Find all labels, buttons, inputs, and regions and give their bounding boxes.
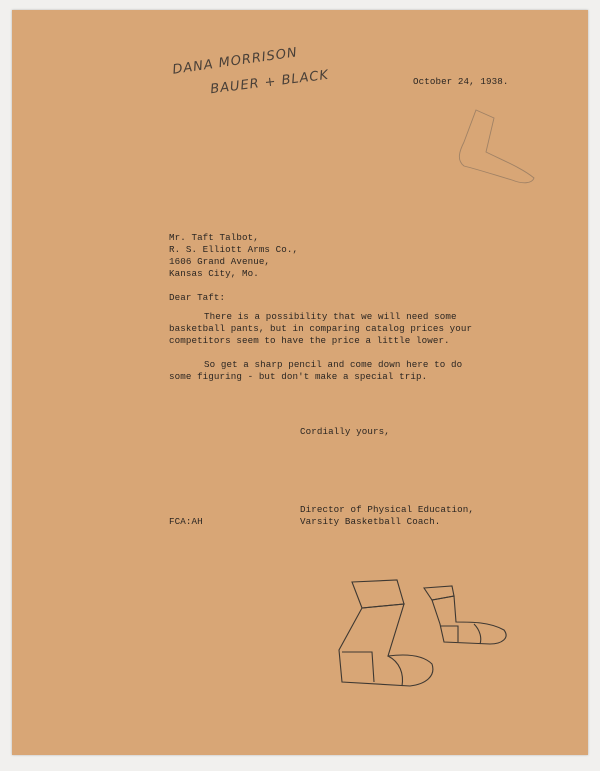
body-line: competitors seem to have the price a little lower. [169,335,450,346]
address-line: R. S. Elliott Arms Co., [169,244,299,255]
large-sock-sketch-icon [339,580,433,686]
closing: Cordially yours, [300,426,390,437]
sock-sketch-icon [459,110,534,183]
letter-date: October 24, 1938. [413,76,509,87]
address-line: 1606 Grand Avenue, [169,256,271,267]
body-line: So get a sharp pencil and come down here to do [204,359,463,370]
body-line: There is a possibility that we will need some [204,311,457,322]
body-line: some figuring - but don't make a special trip. [169,371,428,382]
handwritten-note-line2: BAUER + BLACK [209,67,330,98]
salutation: Dear Taft: [169,292,226,303]
address-line: Kansas City, Mo. [169,268,259,279]
address-line: Mr. Taft Talbot, [169,232,259,243]
letter-page [12,10,588,755]
body-line: basketball pants, but in comparing catalog prices your [169,323,473,334]
signature-title-line: Varsity Basketball Coach. [300,516,441,527]
handwritten-note-line1: DANA MORRISON [171,45,299,78]
signature-title-line: Director of Physical Education, [300,504,475,515]
small-sock-sketch-icon [424,586,506,644]
reference-initials: FCA:AH [169,516,203,527]
